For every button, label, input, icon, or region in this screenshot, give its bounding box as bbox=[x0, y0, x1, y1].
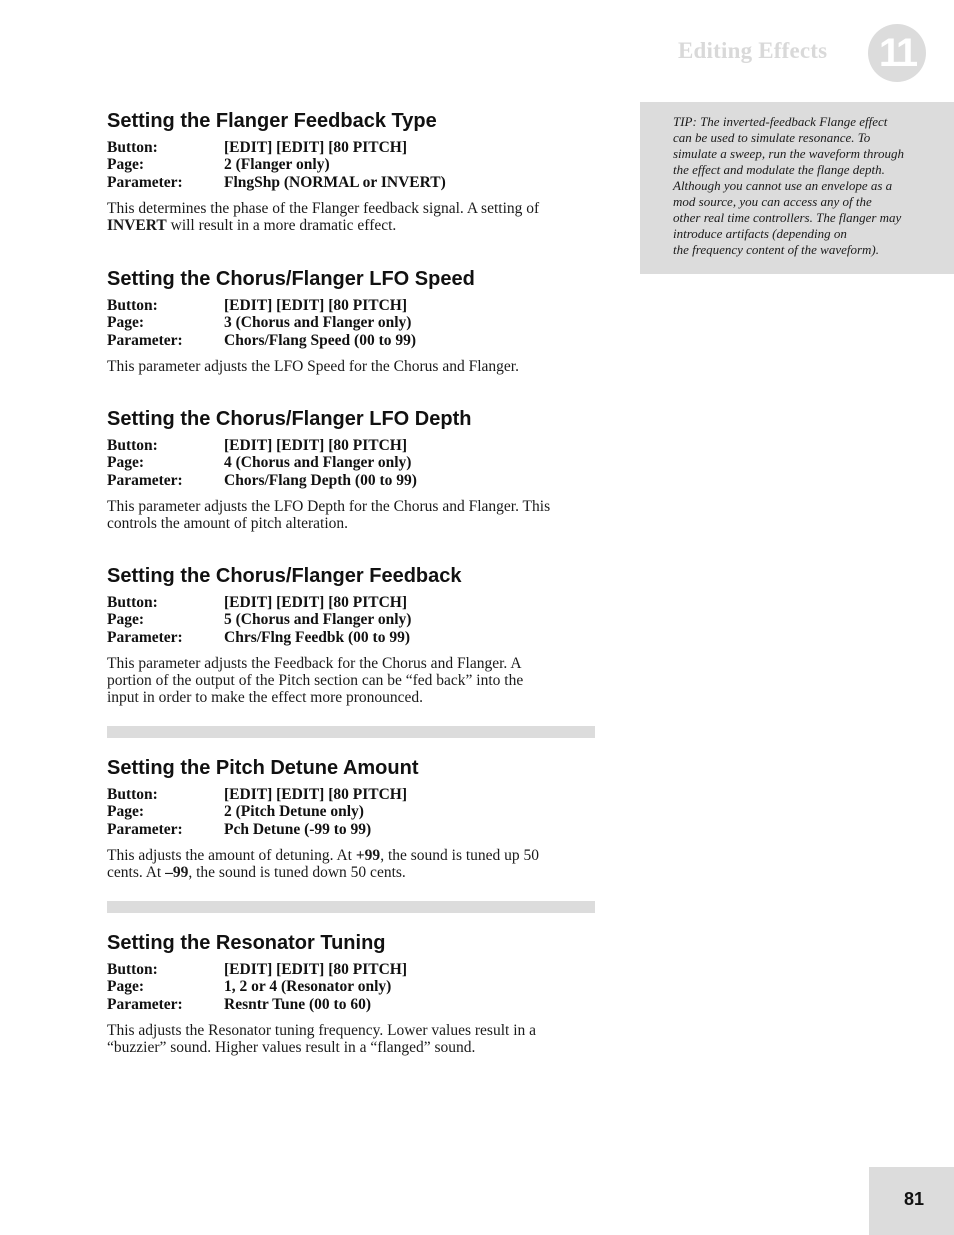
param-list bbox=[107, 786, 597, 838]
section-heading: Setting the Resonator Tuning bbox=[107, 932, 386, 954]
desc-line: This parameter adjusts the LFO Depth for the Chorus and Flanger. This bbox=[107, 497, 551, 515]
param-label: Parameter: bbox=[107, 173, 183, 191]
section-divider bbox=[107, 726, 595, 738]
desc-line: This adjusts the Resonator tuning frequency. Lower values result in a bbox=[107, 1021, 537, 1039]
tip-line: can be used to simulate resonance. To bbox=[673, 130, 871, 145]
param-value: 2 (Pitch Detune only) bbox=[224, 803, 364, 821]
param-value: [EDIT] [EDIT] [80 PITCH] bbox=[224, 139, 407, 156]
param-value: Pch Detune (-99 to 99) bbox=[224, 820, 372, 838]
param-label: Button: bbox=[107, 786, 158, 803]
desc-line: This parameter adjusts the LFO Speed for the Chorus and Flanger. bbox=[107, 357, 519, 375]
desc-line bbox=[107, 864, 597, 881]
param-row-page bbox=[107, 611, 597, 628]
param-label: Page: bbox=[107, 156, 145, 174]
tip-text bbox=[673, 114, 923, 258]
tip-line: other real time controllers. The flanger may bbox=[673, 210, 902, 225]
section-heading: Setting the Chorus/Flanger LFO Speed bbox=[107, 268, 475, 290]
param-label: Parameter: bbox=[107, 820, 183, 838]
param-label: Page: bbox=[107, 611, 145, 629]
section-heading: Setting the Chorus/Flanger LFO Depth bbox=[107, 408, 472, 430]
section-divider bbox=[107, 901, 595, 913]
tip-line: the frequency content of the waveform). bbox=[673, 242, 880, 257]
param-row-parameter bbox=[107, 332, 597, 349]
section-pitch-detune bbox=[107, 756, 597, 881]
param-row-parameter bbox=[107, 174, 597, 191]
param-row-button bbox=[107, 786, 597, 803]
tip-line: simulate a sweep, run the waveform through bbox=[673, 146, 904, 161]
param-list bbox=[107, 594, 597, 646]
param-value: 3 (Chorus and Flanger only) bbox=[224, 314, 412, 332]
param-label: Parameter: bbox=[107, 995, 183, 1013]
param-label: Page: bbox=[107, 978, 145, 996]
param-row-page bbox=[107, 803, 597, 820]
param-row-page bbox=[107, 454, 597, 471]
param-label: Page: bbox=[107, 454, 145, 472]
tip-line: the effect and modulate the flange depth. bbox=[673, 162, 885, 177]
param-value: Chrs/Flng Feedbk (00 to 99) bbox=[224, 628, 410, 646]
param-row-page bbox=[107, 978, 597, 995]
param-row-page bbox=[107, 156, 597, 173]
desc-text: , the sound is tuned down 50 cents. bbox=[188, 864, 406, 882]
section-description bbox=[107, 200, 597, 235]
section-chorus-flanger-feedback bbox=[107, 564, 597, 707]
param-label: Button: bbox=[107, 961, 158, 978]
param-value: Chors/Flang Depth (00 to 99) bbox=[224, 471, 417, 489]
param-row-button bbox=[107, 961, 597, 978]
tip-line: TIP: The inverted-feedback Flange effect bbox=[673, 114, 888, 129]
chapter-title: Editing Effects bbox=[678, 38, 828, 63]
param-row-button bbox=[107, 297, 597, 314]
desc-bold: +99 bbox=[355, 846, 381, 864]
param-label: Page: bbox=[107, 314, 145, 332]
desc-line: “buzzier” sound. Higher values result in a “flanged” sound. bbox=[107, 1039, 476, 1057]
param-value: [EDIT] [EDIT] [80 PITCH] bbox=[224, 961, 407, 978]
param-label: Parameter: bbox=[107, 471, 183, 489]
desc-line: controls the amount of pitch alteration. bbox=[107, 515, 349, 533]
section-heading: Setting the Chorus/Flanger Feedback bbox=[107, 565, 462, 587]
param-value: 1, 2 or 4 (Resonator only) bbox=[224, 978, 392, 996]
param-value: [EDIT] [EDIT] [80 PITCH] bbox=[224, 786, 407, 803]
desc-line: input in order to make the effect more pronounced. bbox=[107, 689, 424, 707]
chapter-number-badge: 11 bbox=[868, 24, 926, 82]
param-list bbox=[107, 961, 597, 1013]
param-value: [EDIT] [EDIT] [80 PITCH] bbox=[224, 594, 407, 611]
param-label: Button: bbox=[107, 437, 158, 454]
desc-text: will result in a more dramatic effect. bbox=[166, 217, 397, 235]
page-number: 81 bbox=[903, 1189, 925, 1209]
param-row-parameter bbox=[107, 629, 597, 646]
param-list bbox=[107, 139, 597, 191]
param-label: Button: bbox=[107, 594, 158, 611]
param-value: 4 (Chorus and Flanger only) bbox=[224, 454, 412, 472]
param-row-page bbox=[107, 314, 597, 331]
tip-line: mod source, you can access any of the bbox=[673, 194, 872, 209]
param-value: Chors/Flang Speed (00 to 99) bbox=[224, 331, 417, 349]
param-row-button bbox=[107, 594, 597, 611]
section-description bbox=[107, 498, 597, 533]
desc-line bbox=[107, 217, 597, 234]
desc-text: cents. At bbox=[107, 864, 166, 882]
desc-bold: –99 bbox=[165, 864, 189, 882]
desc-text: This adjusts the amount of detuning. At bbox=[107, 846, 356, 864]
desc-line bbox=[107, 847, 597, 864]
param-value: [EDIT] [EDIT] [80 PITCH] bbox=[224, 437, 407, 454]
desc-line: This determines the phase of the Flanger feedback signal. A setting of bbox=[107, 199, 540, 217]
param-value: FlngShp (NORMAL or INVERT) bbox=[224, 173, 446, 191]
param-list bbox=[107, 437, 597, 489]
param-row-button bbox=[107, 437, 597, 454]
param-label: Button: bbox=[107, 297, 158, 314]
desc-line: portion of the output of the Pitch section can be “fed back” into the bbox=[107, 672, 524, 690]
tip-line: introduce artifacts (depending on bbox=[673, 226, 847, 241]
tip-line: Although you cannot use an envelope as a bbox=[673, 178, 893, 193]
param-value: Resntr Tune (00 to 60) bbox=[224, 995, 371, 1013]
param-list bbox=[107, 297, 597, 349]
section-description bbox=[107, 358, 597, 375]
param-row-parameter bbox=[107, 472, 597, 489]
section-description bbox=[107, 655, 597, 707]
param-value: 2 (Flanger only) bbox=[224, 156, 330, 174]
section-lfo-speed bbox=[107, 267, 597, 375]
section-lfo-depth bbox=[107, 407, 597, 532]
desc-line: This parameter adjusts the Feedback for the Chorus and Flanger. A bbox=[107, 654, 522, 672]
section-heading: Setting the Pitch Detune Amount bbox=[107, 757, 419, 779]
param-value: 5 (Chorus and Flanger only) bbox=[224, 611, 412, 629]
param-row-parameter bbox=[107, 821, 597, 838]
section-resonator-tuning bbox=[107, 931, 597, 1056]
param-row-parameter bbox=[107, 996, 597, 1013]
param-label: Parameter: bbox=[107, 628, 183, 646]
param-label: Parameter: bbox=[107, 331, 183, 349]
desc-bold: INVERT bbox=[107, 217, 167, 235]
param-label: Button: bbox=[107, 139, 158, 156]
section-description bbox=[107, 1022, 597, 1057]
section-flanger-feedback-type bbox=[107, 109, 597, 234]
desc-text: , the sound is tuned up 50 bbox=[380, 846, 540, 864]
param-row-button bbox=[107, 139, 597, 156]
param-value: [EDIT] [EDIT] [80 PITCH] bbox=[224, 297, 407, 314]
param-label: Page: bbox=[107, 803, 145, 821]
section-heading: Setting the Flanger Feedback Type bbox=[107, 110, 437, 132]
section-description bbox=[107, 847, 597, 882]
